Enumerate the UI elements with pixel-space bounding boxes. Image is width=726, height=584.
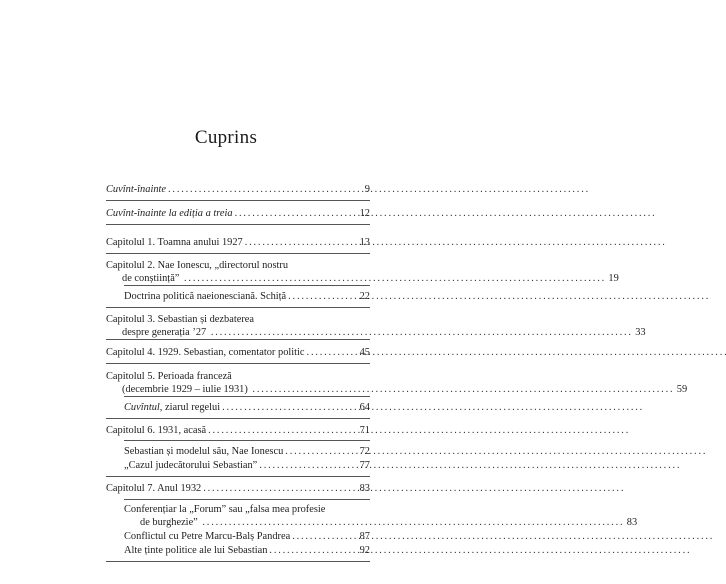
toc-page-number: 87 (359, 531, 370, 542)
toc-entry-conflictul-pandrea[interactable] (124, 530, 370, 543)
toc-entry-doctrina-politica[interactable] (124, 290, 370, 303)
page-title: Cuprins (194, 127, 258, 148)
toc-entry-label: Alte ținte politice ale lui Sebastian (124, 545, 268, 556)
toc-entry-cuvintul[interactable] (124, 401, 370, 414)
toc-entry-capitolul-7[interactable] (106, 482, 370, 495)
toc-entry-label-line1: Conferențiar la „Forum” sau „falsa mea profesie (124, 504, 326, 515)
toc-entry-alte-tinte-politice[interactable] (124, 544, 370, 557)
toc-entry-label: „Cazul judecătorului Sebastian” (124, 460, 258, 471)
leader-dots (257, 459, 357, 472)
leader-dots (233, 207, 358, 220)
toc-entry-label: Doctrina politică naeionesciană. Schiță (124, 291, 287, 302)
toc-entry-capitolul-2[interactable] (106, 259, 619, 285)
toc-page-number: 45 (359, 347, 370, 358)
toc-page-number: 19 (608, 273, 619, 284)
toc-page-number: 64 (359, 402, 370, 413)
toc-entry-label-line2: de conștiință” (122, 273, 180, 284)
toc-entry-label: Capitolul 1. Toamna anului 1927 (106, 237, 243, 248)
toc-page-number: 22 (359, 291, 370, 302)
toc-entry-label: Capitolul 7. Anul 1932 (106, 483, 202, 494)
toc-page-number: 71 (359, 425, 370, 436)
toc-entry-label-italic: Cuvîntul (124, 402, 160, 413)
toc-entry-capitolul-1[interactable] (106, 236, 370, 249)
toc-page-number: 12 (359, 208, 370, 219)
toc-entry-label: Cuvînt-înainte la ediția a treia (106, 208, 233, 219)
toc-page-number: 92 (359, 545, 370, 556)
toc-entry-capitolul-4[interactable] (106, 346, 370, 359)
toc-page-number: 72 (359, 446, 370, 457)
toc-page-number: 13 (359, 237, 370, 248)
toc-entry-label-line1: Capitolul 2. Nae Ionescu, „directorul nostru (106, 260, 289, 271)
toc-entry-cuvint-inainte[interactable] (106, 183, 370, 196)
divider (106, 339, 370, 340)
toc-page-number: 33 (635, 327, 646, 338)
toc-entry-label-line1: Capitolul 3. Sebastian și dezbaterea (106, 314, 255, 325)
toc-page-number: 59 (676, 384, 688, 395)
toc-entry-label: Sebastian și modelul său, Nae Ionescu (124, 446, 284, 457)
toc-entry-label-rest: , ziarul regelui (159, 402, 221, 413)
toc-page-number: 83 (359, 483, 370, 494)
divider (106, 561, 370, 562)
divider (106, 363, 370, 364)
leader-dots (166, 183, 363, 196)
divider (106, 253, 370, 254)
toc-entry-label: Capitolul 6. 1931, acasă (106, 425, 207, 436)
toc-entry-conferentiar-forum[interactable] (124, 503, 638, 529)
divider (124, 499, 370, 500)
leader-dots (200, 517, 622, 528)
leader-dots (286, 290, 357, 303)
divider (124, 396, 370, 397)
divider (106, 307, 370, 308)
leader-dots (305, 346, 358, 359)
toc-page-number: 9 (364, 184, 370, 195)
leader-dots (201, 482, 357, 495)
divider (124, 285, 370, 286)
toc-page-number: 83 (626, 517, 638, 528)
toc-entry-label: Capitolul 4. 1929. Sebastian, comentator politic (106, 347, 305, 358)
toc-entry-label-line2: (decembrie 1929 – iulie 1931) (122, 384, 248, 395)
leader-dots (290, 530, 357, 543)
toc-entry-label: Conflictul cu Petre Marcu-Balș Pandrea (124, 531, 291, 542)
leader-dots (182, 273, 604, 284)
divider (124, 440, 370, 441)
leader-dots (267, 544, 357, 557)
divider (106, 418, 370, 419)
toc-entry-label-line2: despre generația ’27 (122, 327, 207, 338)
divider (106, 476, 370, 477)
divider (106, 224, 370, 225)
toc-entry-label-line2: de burghezie” (140, 517, 198, 528)
toc-page-number: 77 (359, 460, 370, 471)
toc-entry-label-line1: Capitolul 5. Perioada franceză (106, 371, 232, 382)
toc-entry-capitolul-5[interactable] (106, 370, 688, 396)
toc-entry-capitolul-3[interactable] (106, 313, 646, 339)
leader-dots (206, 424, 357, 437)
toc-entry-capitolul-6[interactable] (106, 424, 370, 437)
divider (106, 200, 370, 201)
leader-dots (220, 401, 358, 414)
leader-dots (209, 327, 631, 338)
toc-entry-cazul-judecatorului[interactable] (124, 459, 370, 472)
toc-entry-label: Cuvînt-înainte (106, 184, 167, 195)
toc-entry-cuvint-inainte-editia-3[interactable] (106, 207, 370, 220)
leader-dots (243, 236, 358, 249)
leader-dots (283, 445, 357, 458)
leader-dots (250, 384, 672, 395)
toc-entry-sebastian-modelul[interactable] (124, 445, 370, 458)
